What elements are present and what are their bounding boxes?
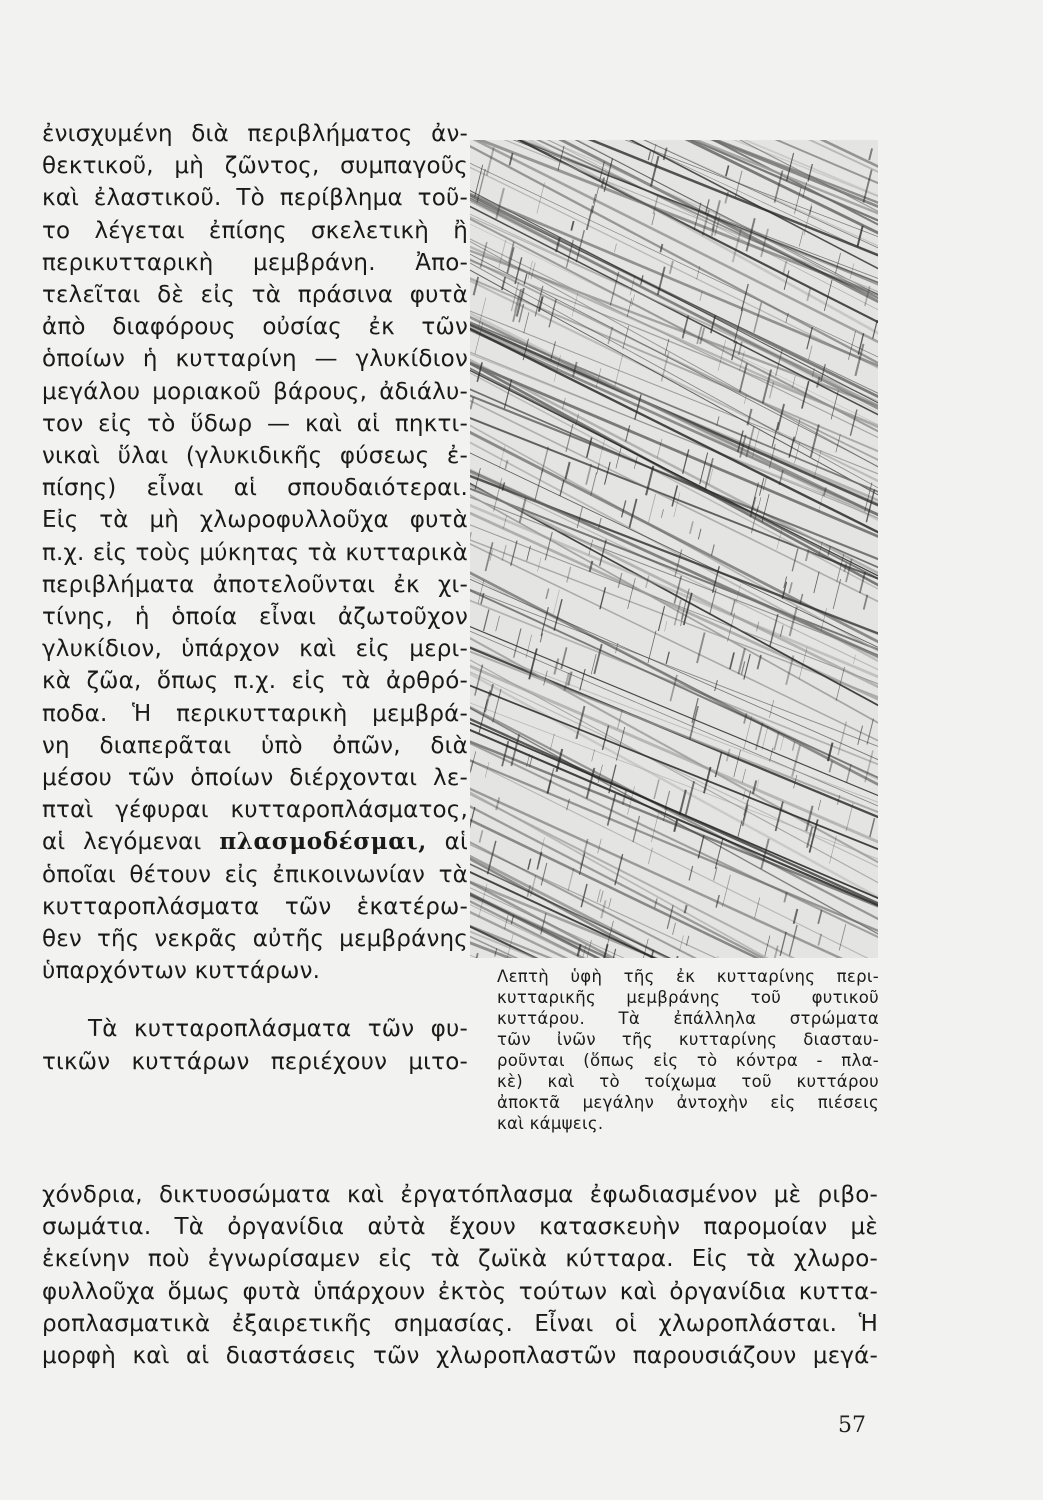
fibril-hatch [783,261,786,274]
fibril-hatch [503,516,506,529]
text-line: ροπλασματικὰ ἐξαιρετικῆς σημασίας. Εἶναι οἱ χλωροπλάσται. Ἡ [42,1310,878,1337]
fibril-hatch [514,628,521,657]
caption-line: τῶν ἰνῶν τῆς κυτταρίνης διασταυ- [497,1030,879,1049]
fibril-hatch [744,654,750,680]
fiber-strand [470,314,878,500]
fibril-hatch [496,616,500,631]
fibril-hatch [738,648,744,674]
text-line: ἐνισχυμένη διὰ περιβλήματος ἀν- [42,121,468,147]
text-line: τελεῖται δὲ εἰς τὰ πράσινα φυτὰ [42,282,468,309]
fibril-hatch [722,875,730,907]
text-line: καὶ ἐλαστικοῦ. Τὸ περίβλημα τοῦ- [42,185,468,212]
fibril-hatch [742,769,746,783]
fiber-strand [470,750,878,958]
fibril-hatch [565,462,569,479]
fibril-hatch [829,761,832,772]
fibril-hatch [711,545,714,556]
text-line: ἐκείνην ποὺ ἐγνωρίσαμεν εἰς τὰ ζωϊκὰ κύτταρα. Εἰς τὰ χλωρο- [42,1246,878,1273]
fiber-strand [470,810,878,958]
text-line: το λέγεται ἐπίσης σκελετικὴ ἢ [42,217,468,244]
fibril-hatch [792,742,794,751]
fibril-hatch [818,800,821,810]
fibril-hatch [690,521,693,533]
fibril-hatch [680,790,686,815]
fibril-hatch [683,315,689,338]
page-number: 57 [838,1413,866,1438]
text-fragment: αἱ λεγόμεναι [42,829,202,856]
fibril-hatch [865,750,873,782]
fibril-hatch [609,898,611,908]
fibril-hatch [586,464,591,485]
fibril-hatch [835,253,840,274]
fibril-hatch [794,909,798,924]
paragraph-gap [42,987,468,1013]
fibril-hatch [674,956,678,958]
fibril-hatch [648,631,656,663]
fiber-strand [470,140,878,192]
fibril-hatch [690,706,698,739]
fibril-hatch [470,397,473,409]
fibril-hatch [554,658,558,674]
fibril-hatch [614,244,616,253]
fibril-hatch [850,410,857,436]
text-line: Τὰ κυτταροπλάσματα τῶν φυ- [88,1016,468,1043]
fibril-hatch [700,452,708,484]
fibril-hatch [535,470,543,501]
fiber-strand [470,140,878,308]
fibril-hatch [867,719,873,745]
text-fragment: αἱ [444,829,469,856]
text-line: μεγάλου μοριακοῦ βάρους, ἀδιάλυ- [42,378,468,405]
fibril-hatch [814,572,819,593]
fibril-hatch [528,859,531,870]
text-line: π.χ. εἰς τοὺς μύκητας τὰ κυτταρικὰ [42,539,468,566]
fibril-hatch [550,734,554,751]
caption-line: κυττάρου. Τὰ ἐπάλληλα στρώματα [497,1009,879,1028]
fiber-strands [470,140,878,958]
fibril-hatch [487,147,494,175]
fibril-hatch [484,609,489,630]
fibril-hatch [630,276,635,295]
fibril-hatch [808,346,812,361]
fiber-strand [470,140,878,308]
fibril-hatch [818,910,821,924]
fibril-hatch [762,726,768,750]
fibril-hatch [600,891,603,903]
text-line: πίσης) εἶναι αἱ σπουδαιότεραι. [42,475,468,502]
fibril-hatch [673,923,676,935]
cellulose-fiber-image [470,140,878,958]
text-line: τίνης, ἡ ὁποία εἶναι ἀζωτοῦχον [42,604,468,631]
fibril-hatch [646,576,649,588]
fiber-strand [470,863,878,958]
fibril-hatch [664,621,667,631]
fibril-hatch [686,936,688,946]
text-line: φυλλοῦχα ὅμως φυτὰ ὑπάρχουν ἐκτὸς τούτων καὶ ὀργανίδια κυττα- [42,1278,878,1305]
fibril-hatch [755,898,760,919]
fibril-hatch [526,635,532,658]
fibril-hatch [566,424,573,452]
fibril-hatch [789,582,792,593]
text-line: Εἰς τὰ μὴ χλωροφυλλοῦχα φυτὰ [42,507,468,534]
fibril-hatch [581,884,587,907]
fibril-hatch [571,221,573,231]
fibril-hatch [792,376,795,388]
fibril-hatch [538,557,542,571]
text-line: περιβλήματα ἀποτελοῦνται ἐκ χι- [42,571,468,598]
fibril-hatch [511,541,517,566]
fibril-hatch [744,395,746,404]
text-line: κὰ ζῶα, ὅπως π.χ. εἰς τὰ ἀρθρό- [42,668,468,695]
caption-line: ἀποκτᾶ μεγάλην ἀντοχὴν εἰς πιέσεις [497,1093,879,1112]
fibril-hatch [789,925,797,956]
fibril-hatch [572,293,578,317]
fibril-hatch [831,391,838,420]
fibril-hatch [780,735,784,750]
fibril-hatch [700,292,702,301]
fibril-hatch [661,509,663,517]
fibril-hatch [660,244,662,252]
fibril-hatch [846,803,853,831]
fibril-hatch [795,443,800,464]
fibril-hatch [833,579,840,609]
caption-line: κὲ) καὶ τὸ τοίχωμα τοῦ κυττάρου [497,1072,879,1091]
caption-line: Λεπτὴ ὑφὴ τῆς ἐκ κυτταρίνης περι- [497,967,879,986]
fibril-hatch [864,595,868,610]
fiber-strand [470,872,878,958]
text-line: γλυκίδιον, ὑπάρχον καὶ εἰς μερι- [42,636,468,663]
fibril-hatch [717,416,719,425]
text-line: θεν τῆς νεκρᾶς αὐτῆς μεμβράνης [42,926,468,953]
fiber-strand [470,534,878,750]
fibril-hatch [770,748,773,762]
micrograph-figure [470,140,878,958]
fibril-hatch [591,472,597,495]
fibril-hatch [597,889,600,902]
fibril-hatch [651,144,656,165]
caption-line: καὶ κάμψεις. [497,1114,604,1133]
highlighted-term: πλασμοδέσμαι, [219,828,427,856]
text-line: χόνδρια, δικτυοσώματα καὶ ἐργατόπλασμα ἐφωδιασμένον μὲ ριβο- [42,1182,878,1208]
text-line: ὁποῖαι θέτουν εἰς ἐπικοινωνίαν τὰ [42,861,468,888]
figure-caption [497,966,879,1134]
fibril-hatch [610,272,618,306]
fibril-hatch [554,599,562,630]
fibril-hatch [476,953,478,958]
text-line-with-term [42,826,468,858]
fibril-hatch [698,529,701,540]
fibril-hatch [770,382,774,398]
text-line: ποδα. Ἡ περικυτταρικὴ μεμβρά- [42,700,468,727]
fibril-hatch [615,354,623,386]
fibril-hatch [567,567,571,583]
fibril-hatch [546,589,549,599]
caption-line: ροῦνται (ὅπως εἰς τὸ κόντρα - πλα- [497,1051,879,1070]
fibril-hatch [769,700,773,718]
fibril-hatch [836,434,840,452]
fibril-hatch [648,151,650,160]
text-line: ὁποίων ἡ κυτταρίνη — γλυκίδιον [42,346,468,373]
fibril-hatch [658,606,664,631]
fibril-hatch [524,312,529,333]
fibril-hatch [652,213,655,225]
left-text-column [42,118,468,1078]
fibril-hatch [858,726,863,745]
fibril-hatch [734,750,741,777]
fibril-hatch [714,867,717,881]
text-line: νικαὶ ὕλαι (γλυκιδικῆς φύσεως ἐ- [42,443,468,470]
fibril-hatch [479,830,482,842]
fibril-hatch [715,680,718,691]
fibril-hatch [726,165,729,176]
text-line: τικῶν κυττάρων περιέχουν μιτο- [42,1048,468,1075]
fibril-hatch [730,652,734,669]
fibril-hatch [697,632,705,663]
text-line: μορφὴ καὶ αἱ διαστάσεις τῶν χλωροπλαστῶν παρουσιάζουν μεγά- [42,1343,878,1370]
fibril-hatch [592,749,595,761]
text-line: πταὶ γέφυραι κυτταροπλάσματος, [42,797,468,824]
text-line: κυτταροπλάσματα τῶν ἑκατέρω- [42,893,468,920]
fiber-strand [470,475,878,696]
text-line: ὑπαρχόντων κυττάρων. [42,958,321,985]
fibril-hatch [649,494,656,522]
text-line: σωμάτια. Τὰ ὀργανίδια αὐτὰ ἔχουν κατασκευὴν παρομοίαν μὲ [42,1214,878,1241]
text-line: περικυτταρικὴ μεμβράνη. Ἀπο- [42,249,468,276]
fibril-hatch [485,690,490,712]
fibril-hatch [731,600,735,615]
text-line: τον εἰς τὸ ὕδωρ — καὶ αἱ πηκτι- [42,410,468,437]
fibril-hatch [799,231,803,247]
fibril-hatch [772,422,778,447]
fibril-hatch [689,866,693,880]
text-line: θεκτικοῦ, μὴ ζῶντος, συμπαγοῦς [42,153,468,180]
text-line: μέσου τῶν ὁποίων διέρχονται λε- [42,765,468,792]
full-width-text [42,1179,878,1372]
fibril-hatch [626,425,630,441]
fibril-hatch [870,818,875,837]
fibril-hatch [654,779,659,799]
fibril-hatch [493,689,501,723]
text-line: νη διαπερᾶται ὑπὸ ὀπῶν, διὰ [42,732,468,759]
fibril-hatch [568,868,574,891]
caption-line: κυτταρικῆς μεμβράνης τοῦ φυτικοῦ [497,988,879,1007]
fibril-hatch [615,854,623,885]
fibril-hatch [869,148,872,160]
fibril-hatch [818,934,821,946]
fibril-hatch [666,652,669,664]
fibril-hatch [741,284,748,311]
fibril-hatch [774,732,779,750]
text-line: ἀπὸ διαφόρους οὐσίας ἐκ τῶν [42,314,468,341]
